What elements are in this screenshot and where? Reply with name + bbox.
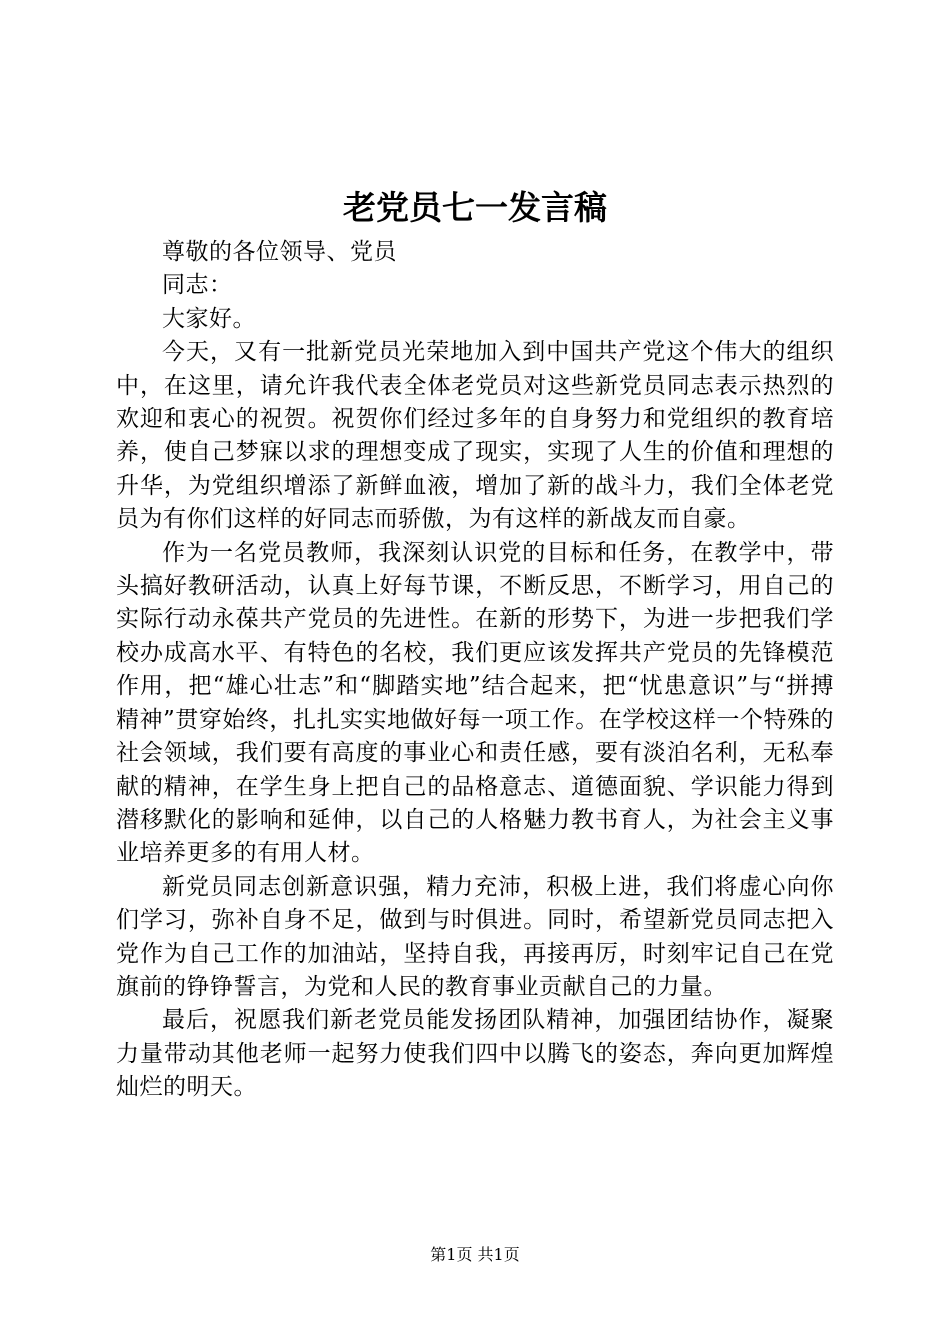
document-title: 老党员七一发言稿 [343, 188, 607, 227]
page-footer [0, 1244, 950, 1266]
paragraph: 新党员同志创新意识强，精力充沛，积极上进，我们将虚心向你们学习，弥补自身不足，做到与时俱进。同时，希望新党员同志把入党作为自己工作的加油站，坚持自我，再接再厉，时刻牢记自己在党旗前的铮铮誓言，为党和人民的教育事业贡献自己的力量。 [116, 873, 834, 1000]
paragraph: 今天，又有一批新党员光荣地加入到中国共产党这个伟大的组织中，在这里，请允许我代表全体老党员对这些新党员同志表示热烈的欢迎和衷心的祝贺。祝贺你们经过多年的自身努力和党组织的教育培养，使自己梦寐以求的理想变成了现实，实现了人生的价值和理想的升华，为党组织增添了新鲜血液，增加了新的战斗力，我们全体老党员为有你们这样的好同志而骄傲，为有这样的新战友而自豪。 [116, 339, 834, 533]
greeting: 大家好。 [162, 305, 256, 332]
salutation: 尊敬的各位领导、党员 [162, 239, 397, 265]
document-body [116, 236, 834, 1105]
page-number: 第1页 [430, 1245, 473, 1264]
paragraph: 作为一名党员教师，我深刻认识党的目标和任务，在教学中，带头搞好教研活动，认真上好每节课，不断反思，不断学习，用自己的实际行动永葆共产党员的先进性。在新的形势下，为进一步把我们学校办成高水平、有特色的名校，我们更应该发挥共产党员的先锋模范作用，把“雄心壮志”和“脚踏实地”结合起来，把“忧患意识”与“拼搏精神”贯穿始终，扎扎实实地做好每一项工作。在学校这样一个特殊的社会领域，我们要有高度的事业心和责任感，要有淡泊名利，无私奉献的精神，在学生身上把自己的品格意志、道德面貌、学识能力得到潜移默化的影响和延伸，以自己的人格魅力教书育人，为社会主义事业培养更多的有用人材。 [116, 539, 834, 867]
paragraph: 最后，祝愿我们新老党员能发扬团队精神，加强团结协作，凝聚力量带动其他老师一起努力使我们四中以腾飞的姿态，奔向更加辉煌灿烂的明天。 [116, 1007, 834, 1101]
page-total: 共1页 [477, 1245, 520, 1264]
salutation-continued: 同志： [162, 272, 233, 299]
